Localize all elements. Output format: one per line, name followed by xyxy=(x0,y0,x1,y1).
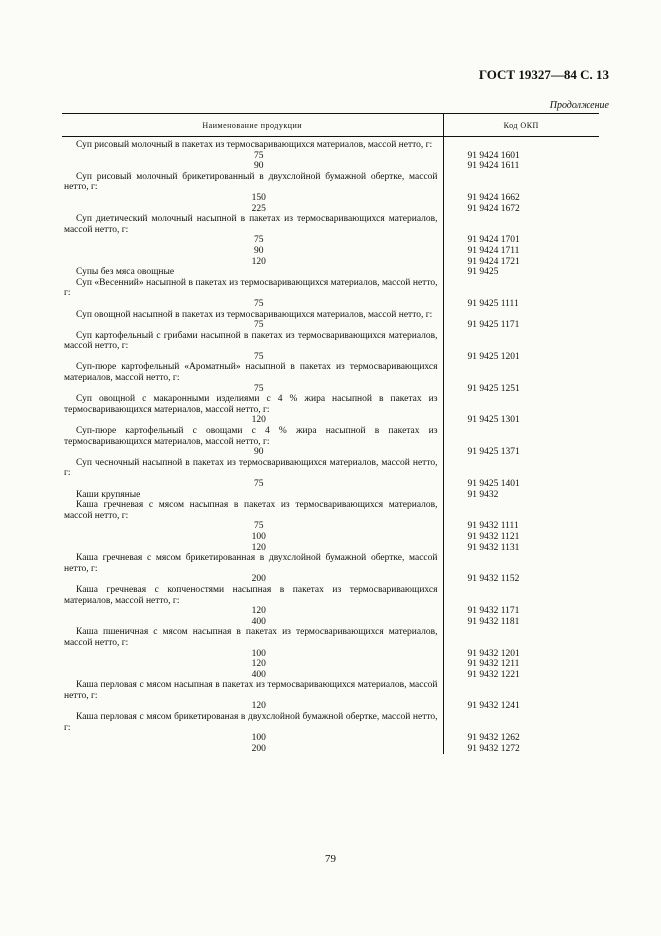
product-name-cell xyxy=(62,415,443,426)
net-weight: 400 xyxy=(251,616,266,627)
okp-code-cell xyxy=(443,214,599,235)
product-name-cell xyxy=(62,458,443,479)
okp-code-cell xyxy=(443,172,599,193)
table-header-row xyxy=(62,114,599,137)
product-table xyxy=(62,113,599,754)
okp-code-cell: 91 9432 1152 xyxy=(467,574,520,585)
product-name-cell xyxy=(62,606,443,617)
net-weight: 75 xyxy=(254,479,264,489)
net-weight: 150 xyxy=(251,192,266,203)
product-name-cell xyxy=(62,320,443,331)
product-name-cell xyxy=(62,214,443,235)
table-row xyxy=(62,246,599,257)
okp-code-cell: 91 9425 1111 xyxy=(467,298,519,309)
product-name-cell xyxy=(62,193,443,204)
table-row xyxy=(62,606,599,617)
table-row xyxy=(62,680,599,701)
table-row xyxy=(62,352,599,363)
table-row xyxy=(62,712,599,733)
okp-code-cell xyxy=(443,137,599,151)
page-number: 79 xyxy=(325,853,336,865)
product-name-cell xyxy=(62,701,443,712)
table-row xyxy=(62,701,599,712)
okp-code-cell xyxy=(443,426,599,447)
product-description: Суп картофельный с грибами насыпной в пакетах из термосваривающихся материалов, массой нетто, г: xyxy=(64,330,438,352)
table-row xyxy=(62,278,599,299)
product-description: Суп диетический молочный насыпной в пакетах из термосваривающихся материалов, массой нетто, г: xyxy=(64,214,438,235)
okp-code-cell: 91 9424 1601 xyxy=(467,150,520,161)
product-name-cell xyxy=(62,500,443,521)
product-name-cell xyxy=(62,331,443,352)
continuation-label: Продолжение xyxy=(549,100,609,111)
okp-code-cell: 91 9425 1401 xyxy=(467,479,520,489)
okp-code-cell: 91 9432 1121 xyxy=(467,531,520,542)
okp-code-cell: 91 9425 1171 xyxy=(467,320,520,331)
net-weight: 200 xyxy=(251,743,266,754)
okp-code-cell: 91 9432 1181 xyxy=(467,616,520,627)
table-row xyxy=(62,659,599,670)
okp-code-cell: 91 9425 1371 xyxy=(467,447,520,458)
table-row xyxy=(62,362,599,383)
table-row xyxy=(62,204,599,215)
product-description: Суп-пюре картофельный «Ароматный» насыпной в пакетах из термосваривающихся материалов, массой нетто, г: xyxy=(64,362,438,384)
product-name-cell xyxy=(62,204,443,215)
product-name-cell xyxy=(62,490,443,501)
product-description: Суп чесночный насыпной в пакетах из термосваривающихся материалов, массой нетто, г: xyxy=(64,457,438,479)
product-name-cell xyxy=(62,532,443,543)
table-row xyxy=(62,161,599,172)
okp-code-cell: 91 9432 1171 xyxy=(467,606,520,617)
product-description: Каша перловая с мясом насыпная в пакетах из термосваривающихся материалов, массой нетто, г: xyxy=(64,680,438,701)
table-row xyxy=(62,574,599,585)
product-name-cell xyxy=(62,680,443,701)
net-weight: 90 xyxy=(254,245,264,256)
okp-code-cell: 91 9424 1611 xyxy=(467,161,520,172)
net-weight: 75 xyxy=(254,383,264,394)
table-row xyxy=(62,384,599,395)
product-name-cell xyxy=(62,267,443,278)
product-name-cell xyxy=(62,712,443,733)
okp-code-cell: 91 9425 1301 xyxy=(467,415,520,426)
column-header-code: Код ОКП xyxy=(443,114,599,137)
table-row xyxy=(62,331,599,352)
product-description: Суп-пюре картофельный с овощами с 4 % жира насыпной в пакетах из термосваривающихся материалов, массой нетто, г: xyxy=(64,426,438,447)
table-row xyxy=(62,479,599,490)
table-row xyxy=(62,553,599,574)
okp-code-cell: 91 9432 1201 xyxy=(467,648,520,659)
document-header: ГОСТ 19327—84 С. 13 xyxy=(478,67,609,82)
product-description: Суп рисовый молочный в пакетах из термосваривающихся материалов, массой нетто, г: xyxy=(76,140,433,150)
table-row xyxy=(62,447,599,458)
product-name-cell xyxy=(62,278,443,299)
product-name-cell xyxy=(62,299,443,310)
product-name-cell xyxy=(62,352,443,363)
product-name-cell xyxy=(62,384,443,395)
okp-code-cell: 91 9432 1272 xyxy=(467,743,520,754)
category-title: Каши крупяные xyxy=(76,489,141,500)
okp-code-cell xyxy=(443,278,599,299)
net-weight: 100 xyxy=(251,648,266,659)
product-description: Каша гречневая с копченостями насыпная в пакетах из термосваривающихся материалов, массой нетто, г: xyxy=(64,584,438,606)
category-title: Супы без мяса овощные xyxy=(76,267,175,278)
table-row xyxy=(62,193,599,204)
okp-code-cell: 91 9424 1721 xyxy=(467,256,520,267)
product-name-cell xyxy=(62,394,443,415)
product-name-cell xyxy=(62,627,443,648)
table-row xyxy=(62,744,599,755)
net-weight: 200 xyxy=(251,574,266,585)
okp-code-cell xyxy=(443,627,599,648)
product-description: Каша перловая с мясом брикетированая в двухслойной бумажной обертке, массой нетто, г: xyxy=(64,712,438,733)
net-weight: 120 xyxy=(251,606,266,617)
table-row xyxy=(62,490,599,501)
table-row xyxy=(62,151,599,162)
okp-code-cell: 91 9432 1241 xyxy=(467,701,520,712)
column-header-product: Наименование продукции xyxy=(62,114,443,137)
table-row xyxy=(62,214,599,235)
net-weight: 75 xyxy=(254,351,264,362)
okp-code-cell: 91 9425 1251 xyxy=(467,383,520,394)
product-name-cell xyxy=(62,310,443,321)
net-weight: 120 xyxy=(251,256,266,267)
net-weight: 100 xyxy=(251,531,266,542)
product-name-cell xyxy=(62,362,443,383)
net-weight: 75 xyxy=(254,150,264,161)
net-weight: 225 xyxy=(251,203,266,214)
table-row xyxy=(62,543,599,554)
net-weight: 100 xyxy=(251,733,266,744)
product-name-cell xyxy=(62,543,443,554)
product-name-cell xyxy=(62,246,443,257)
okp-code-cell xyxy=(443,310,599,321)
okp-code-cell: 91 9432 xyxy=(467,489,499,500)
net-weight: 400 xyxy=(251,669,266,680)
table-row xyxy=(62,627,599,648)
net-weight: 120 xyxy=(251,659,266,670)
table-row xyxy=(62,532,599,543)
product-name-cell xyxy=(62,137,443,151)
okp-code-cell xyxy=(443,585,599,606)
okp-code-cell: 91 9432 1111 xyxy=(467,521,519,532)
product-name-cell xyxy=(62,670,443,681)
product-name-cell xyxy=(62,733,443,744)
okp-code-cell: 91 9425 1201 xyxy=(467,351,520,362)
table-row xyxy=(62,649,599,660)
product-name-cell xyxy=(62,585,443,606)
okp-code-cell xyxy=(443,362,599,383)
product-description: Суп овощной насыпной в пакетах из термосваривающихся материалов, массой нетто, г: xyxy=(76,309,433,320)
table-row xyxy=(62,617,599,628)
product-description: Каша пшеничная с мясом насыпная в пакетах из термосваривающихся материалов, массой нетто, г: xyxy=(64,627,438,648)
okp-code-cell: 91 9425 xyxy=(467,267,499,278)
okp-code-cell: 91 9432 1221 xyxy=(467,669,520,680)
net-weight: 75 xyxy=(254,298,264,309)
table-row xyxy=(62,733,599,744)
okp-code-cell xyxy=(443,712,599,733)
product-name-cell xyxy=(62,521,443,532)
okp-code-cell xyxy=(443,331,599,352)
table-row xyxy=(62,585,599,606)
net-weight: 90 xyxy=(254,447,264,458)
net-weight: 75 xyxy=(254,235,264,246)
okp-code-cell: 91 9424 1672 xyxy=(467,203,520,214)
okp-code-cell xyxy=(443,680,599,701)
table-row xyxy=(62,172,599,193)
okp-code-cell: 91 9432 1211 xyxy=(467,659,520,670)
okp-code-cell: 91 9424 1711 xyxy=(467,245,520,256)
product-name-cell xyxy=(62,649,443,660)
okp-code-cell: 91 9424 1701 xyxy=(467,235,520,246)
product-description: Суп овощной с макаронными изделиями с 4 % жира насыпной в пакетах из термосваривающихся материалов, массой нетто, г: xyxy=(64,394,438,415)
table-row xyxy=(62,267,599,278)
table-body xyxy=(62,137,599,755)
product-name-cell xyxy=(62,617,443,628)
okp-code-cell xyxy=(443,458,599,479)
net-weight: 120 xyxy=(251,415,266,426)
product-name-cell xyxy=(62,161,443,172)
product-name-cell xyxy=(62,426,443,447)
net-weight: 75 xyxy=(254,521,264,532)
table-row xyxy=(62,310,599,321)
table-row xyxy=(62,299,599,310)
okp-code-cell xyxy=(443,394,599,415)
table-row xyxy=(62,137,599,151)
okp-code-cell xyxy=(443,553,599,574)
net-weight: 120 xyxy=(251,542,266,553)
product-description: Каша гречневая с мясом брикетированная в двухслойной бумажной обертке, массой нетто, г: xyxy=(64,553,438,574)
product-name-cell xyxy=(62,172,443,193)
net-weight: 120 xyxy=(251,701,266,712)
product-description: Каша гречневая с мясом насыпная в пакетах из термосваривающихся материалов, массой нетто, г: xyxy=(64,500,438,521)
okp-code-cell xyxy=(443,500,599,521)
table-row xyxy=(62,394,599,415)
table-row xyxy=(62,320,599,331)
table-row xyxy=(62,670,599,681)
product-name-cell xyxy=(62,151,443,162)
table-row xyxy=(62,426,599,447)
table-row xyxy=(62,415,599,426)
table-row xyxy=(62,500,599,521)
product-name-cell xyxy=(62,659,443,670)
product-name-cell xyxy=(62,447,443,458)
table-row xyxy=(62,521,599,532)
product-description: Суп рисовый молочный брикетированный в двухслойной бумажной обертке, массой нетто, г: xyxy=(64,171,438,193)
product-name-cell xyxy=(62,235,443,246)
net-weight: 75 xyxy=(254,320,264,331)
net-weight: 90 xyxy=(254,161,264,172)
okp-code-cell: 91 9432 1262 xyxy=(467,733,520,744)
product-description: Суп «Весенний» насыпной в пакетах из термосваривающихся материалов, массой нетто, г: xyxy=(64,277,438,299)
table-row xyxy=(62,235,599,246)
okp-code-cell: 91 9424 1662 xyxy=(467,192,520,203)
table-row xyxy=(62,458,599,479)
product-name-cell xyxy=(62,479,443,490)
okp-code-cell: 91 9432 1131 xyxy=(467,542,520,553)
product-name-cell xyxy=(62,744,443,755)
product-name-cell xyxy=(62,257,443,268)
table-row xyxy=(62,257,599,268)
product-name-cell xyxy=(62,553,443,574)
product-name-cell xyxy=(62,574,443,585)
